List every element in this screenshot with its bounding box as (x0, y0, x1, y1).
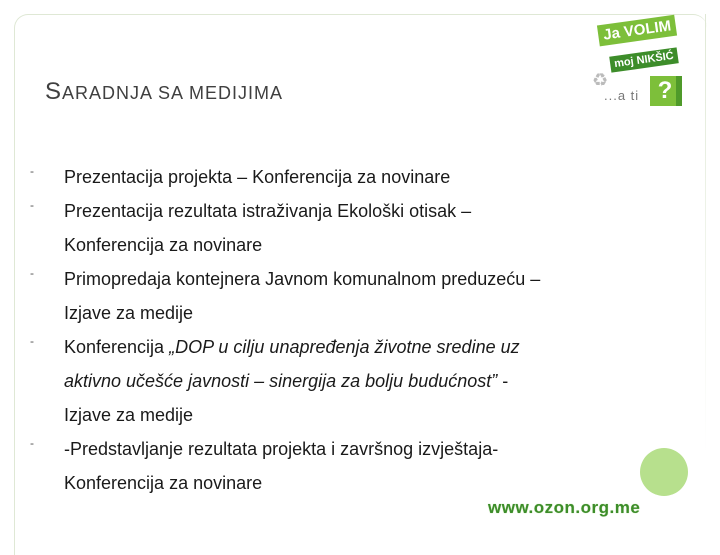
bullet-line-konferencija-cont (64, 364, 520, 398)
list-item (30, 160, 450, 194)
bullet-line: Konferencija za novinare (64, 473, 263, 493)
konf-quote-end: aktivno učešće javnosti – sinergija za bolju budućnost” (64, 371, 498, 391)
bullet-marker: - (30, 164, 34, 178)
konf-quote-start: „DOP u cilju unapređenja životne sredine uz (169, 337, 520, 357)
list-item (30, 432, 498, 500)
bullet-line: -Predstavljanje rezultata projekta i završnog izvještaja- (64, 439, 499, 459)
logo-tagline: ...a ti (604, 88, 640, 103)
bullet-line: Konferencija za novinare (64, 235, 263, 255)
bullet-marker: - (30, 436, 34, 450)
logo-strip (676, 76, 682, 106)
logo-line2: moj NIKŠIĆ (609, 47, 678, 72)
slide-frame-right (705, 14, 706, 454)
bullet-marker: - (30, 266, 34, 280)
ja-volim-logo (590, 14, 690, 110)
title-rest: ARADNJA SA MEDIJIMA (62, 83, 284, 103)
bullet-line-konferencija (64, 330, 520, 364)
list-item (30, 330, 520, 432)
konf-suffix: - (497, 371, 509, 391)
logo-line1: Ja VOLIM (597, 15, 678, 47)
konf-prefix: Konferencija (64, 337, 170, 357)
question-mark-icon: ? (650, 76, 680, 106)
bullet-line: Primopredaja kontejnera Javnom komunalnom preduzeću – (64, 269, 541, 289)
bullet-line: Izjave za medije (64, 405, 194, 425)
slide-title (45, 78, 283, 106)
decorative-circle (640, 448, 688, 496)
list-item (30, 194, 471, 262)
bullet-marker: - (30, 334, 34, 348)
bullet-marker: - (30, 198, 34, 212)
list-item (30, 262, 540, 330)
recycle-icon: ♻ (592, 70, 609, 90)
bullet-line: Prezentacija rezultata istraživanja Ekološki otisak – (64, 201, 472, 221)
website-link[interactable]: www.ozon.org.me (488, 498, 641, 517)
title-initial: S (45, 78, 63, 105)
bullet-line: Prezentacija projekta – Konferencija za novinare (64, 167, 451, 187)
bullet-line: Izjave za medije (64, 303, 194, 323)
